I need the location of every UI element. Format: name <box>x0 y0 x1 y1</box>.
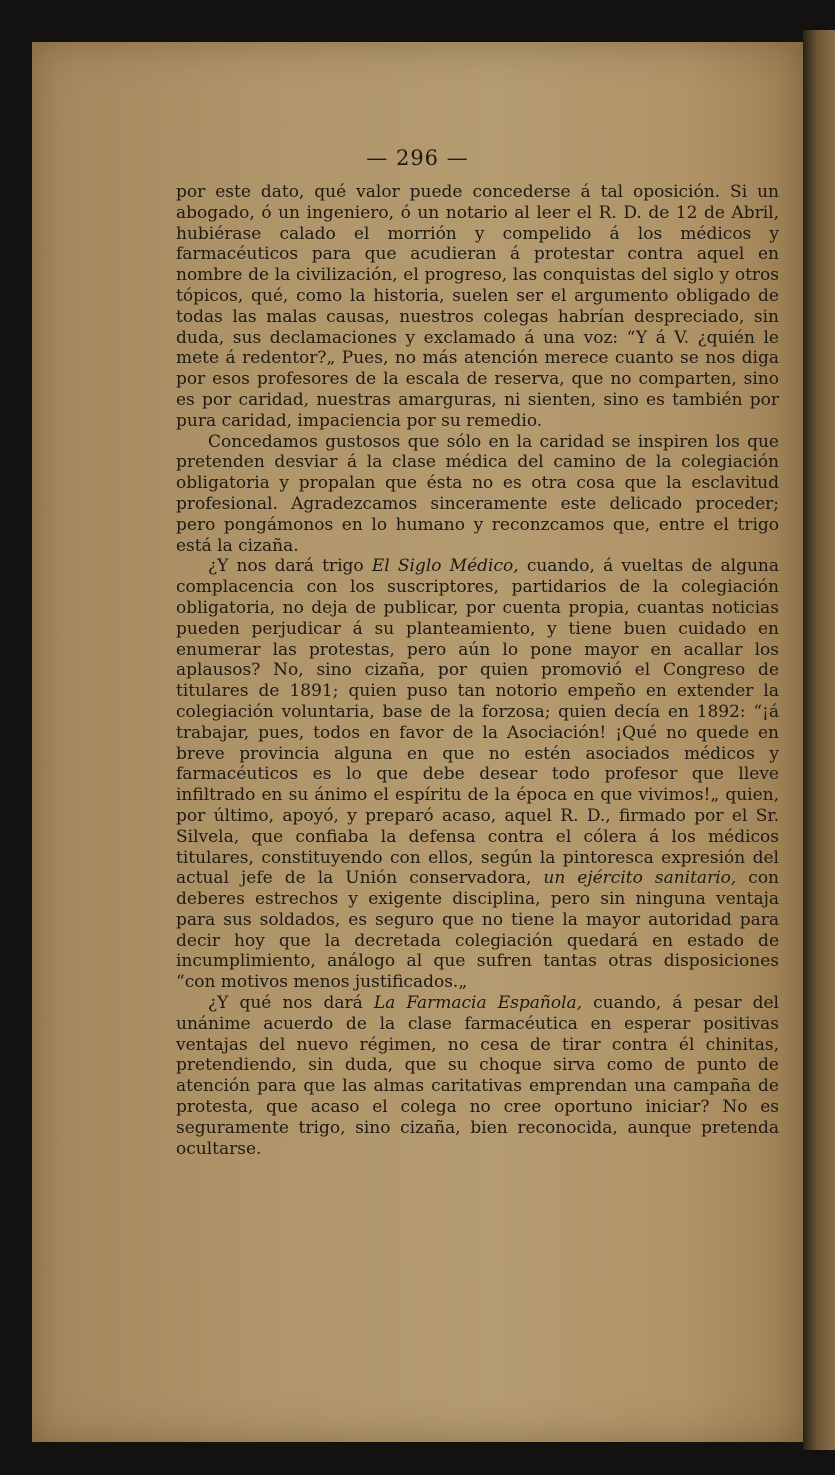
journal-title-farmacia-espanola: La Farmacia Española, <box>373 993 583 1014</box>
paragraph-1: por este dato, qué valor puede concederse á tal oposición. Si un abogado, ó un ingeniero, ó un notario al leer el R. D. de 12 de Abril, hubiérase calado el morrión y compelido á los médicos y farmacéuticos para que acudieran á protestar contra aquel en nombre de la civilización, el progreso, las conquistas del siglo y otros tópicos, qué, como la historia, suelen ser el argumento obligado de todas las malas causas, nuestros colegas habrían despreciado, sin duda, sus declamaciones y exclamado á una voz: “Y á V. ¿quién le mete á redentor?„ Pues, no más atención merece cuanto se nos diga por esos profesores de la escala de reserva, que no comparten, sino es por caridad, nuestras amarguras, ni sienten, sino es también por pura caridad, impaciencia por su remedio. <box>176 182 779 431</box>
paragraph-3-part-a: ¿Y nos dará trigo <box>208 556 372 577</box>
italic-phrase-ejercito-sanitario: un ejército sanitario, <box>543 868 737 889</box>
paragraph-4-part-b: cuando, á pesar del unánime acuerdo de la clase farmacéutica en esperar positivas ventajas del nuevo régimen, no cesa de tirar contra él chinitas, pretendiendo, sin duda, que su choque sirva como de punto de atención para que las almas caritativas emprendan una campaña de protesta, que acaso el colega no cree oportuno iniciar? No es seguramente trigo, sino cizaña, bien reconocida, aunque pretenda ocultarse. <box>176 993 779 1159</box>
body-text <box>176 182 779 1159</box>
paragraph-3-part-b: cuando, á vueltas de alguna complacencia con los suscriptores, partidarios de la colegiación obligatoria, no deja de publicar, por cuenta propia, cuantas noticias pueden perjudicar á su planteamiento, y tiene buen cuidado en enumerar las protestas, pero aún lo pone mayor en acallar los aplausos? No, sino cizaña, por quien promovió el Congreso de titulares de 1891; quien puso tan notorio empeño en extender la colegiación voluntaria, base de la forzosa; quien decía en 1892: “¡á trabajar, pues, todos en favor de la Asociación! ¡Qué no quede en breve provincia alguna en que no estén asociados médicos y farmacéuticos es lo que debe desear todo profesor que lleve infiltrado en su ánimo el espíritu de la época en que vivimos!„ quien, por último, apoyó, y preparó acaso, aquel R. D., firmado por el Sr. Silvela, que confiaba la defensa contra el cólera á los médicos titulares, constituyendo con ellos, según la pintoresca expresión del actual jefe de la Unión conservadora, <box>176 556 779 889</box>
paragraph-4-part-a: ¿Y qué nos dará <box>208 993 374 1014</box>
page-edge <box>803 30 835 1450</box>
page-number: — 296 — <box>366 146 469 170</box>
paragraph-3 <box>176 556 779 993</box>
paragraph-4 <box>176 993 779 1159</box>
paragraph-3-part-c: con deberes estrechos y exigente disciplina, pero sin ninguna ventaja para sus soldados, es seguro que no tiene la mayor autoridad para decir hoy que la decretada colegiación quedará en estado de incumplimiento, análogo al que sufren tantas otras disposiciones “con motivos menos justificados.„ <box>176 868 780 993</box>
journal-title-siglo-medico: El Siglo Médico, <box>371 556 519 577</box>
paragraph-2: Concedamos gustosos que sólo en la caridad se inspiren los que pretenden desviar á la clase médica del camino de la colegiación obligatoria y propalan que ésta no es otra cosa que la esclavitud profesional. Agradezcamos sinceramente este delicado proceder; pero pongámonos en lo humano y reconzcamos que, entre el trigo está la cizaña. <box>176 431 779 556</box>
